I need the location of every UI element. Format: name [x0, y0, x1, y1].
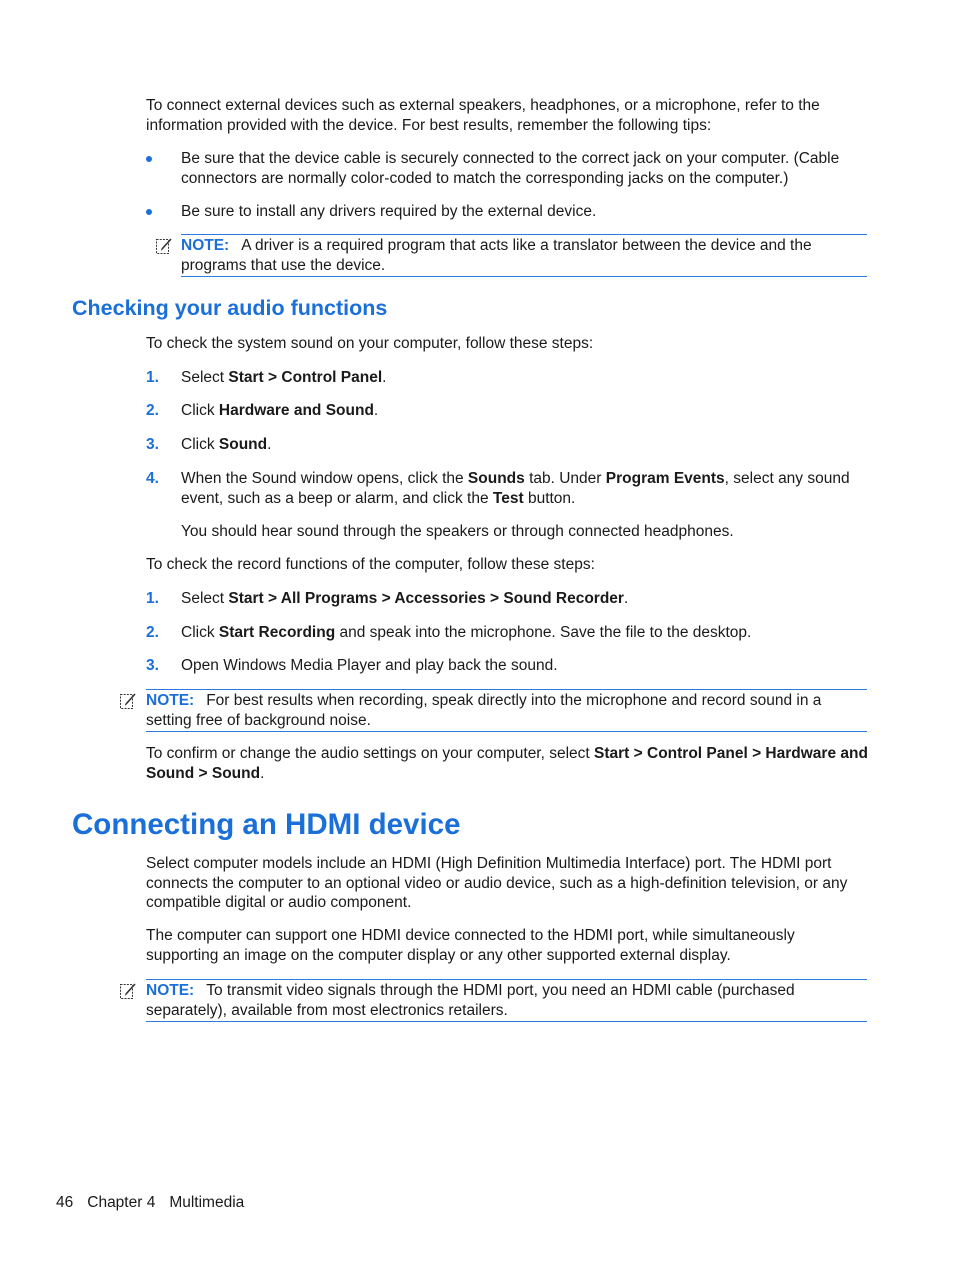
section-heading-hdmi: Connecting an HDMI device — [72, 808, 461, 841]
tip-item: Be sure that the device cable is securely connected to the correct jack on your computer. (Cable connectors are normally color-coded to match the corresponding jacks on the computer.) — [181, 150, 840, 187]
step-number: 3. — [146, 657, 159, 674]
hdmi-paragraph: Select computer models include an HDMI (High Definition Multimedia Interface) port. The HDMI port connects the computer to an optional video or audio device, such as a high-definition television, or any compatible digital or audio component. — [146, 855, 848, 911]
note-label: NOTE: — [146, 692, 195, 709]
step-item: Click Sound. — [181, 436, 272, 453]
step-number: 3. — [146, 436, 159, 453]
record-step-item: Click Start Recording and speak into the microphone. Save the file to the desktop. — [181, 624, 752, 641]
intro-paragraph: To connect external devices such as external speakers, headphones, or a microphone, refer to the information provided with the device. For best results, remember the following tips: — [146, 97, 820, 134]
note-label: NOTE: — [146, 982, 195, 999]
record-step-item: Open Windows Media Player and play back the sound. — [181, 657, 558, 674]
bullet-dot-icon — [146, 156, 152, 162]
step-number: 2. — [146, 402, 159, 419]
step-item: Click Hardware and Sound. — [181, 402, 379, 419]
note-text: For best results when recording, speak directly into the microphone and record sound in a setting free of background noise. — [146, 692, 822, 729]
page-footer — [56, 1193, 258, 1213]
confirm-paragraph: To confirm or change the audio settings on your computer, select Start > Control Panel > Hardware and Sound > Sound. — [146, 745, 868, 782]
note-text: A driver is a required program that acts like a translator between the device and the programs that use the device. — [181, 237, 812, 274]
audio-intro: To check the system sound on your computer, follow these steps: — [146, 335, 594, 352]
step-item: When the Sound window opens, click the Sounds tab. Under Program Events, select any sound event, such as a beep or alarm, and click the Test button. — [181, 470, 850, 507]
chapter-title: Multimedia — [169, 1194, 245, 1211]
note-text: To transmit video signals through the HDMI port, you need an HDMI cable (purchased separately), available from most electronics retailers. — [146, 982, 795, 1019]
note-pencil-icon — [155, 237, 173, 255]
note-pencil-icon — [119, 692, 137, 710]
recording-note — [146, 689, 867, 732]
chapter-label: Chapter 4 — [87, 1194, 156, 1211]
section-heading-audio: Checking your audio functions — [72, 296, 388, 320]
note-label: NOTE: — [181, 237, 230, 254]
step-number: 1. — [146, 590, 159, 607]
note-pencil-icon — [119, 982, 137, 1000]
page-number: 46 — [56, 1194, 74, 1211]
record-step-item: Select Start > All Programs > Accessories > Sound Recorder. — [181, 590, 629, 607]
step-number: 1. — [146, 369, 159, 386]
step-item: Select Start > Control Panel. — [181, 369, 387, 386]
hdmi-note — [146, 979, 867, 1022]
step-number: 4. — [146, 470, 159, 487]
step-number: 2. — [146, 624, 159, 641]
hdmi-paragraph: The computer can support one HDMI device connected to the HDMI port, while simultaneously supporting an image on the computer display or any other supported external display. — [146, 927, 795, 964]
tip-item: Be sure to install any drivers required by the external device. — [181, 203, 597, 220]
driver-note — [181, 234, 867, 277]
bullet-dot-icon — [146, 209, 152, 215]
step-result: You should hear sound through the speakers or through connected headphones. — [181, 523, 734, 540]
record-intro: To check the record functions of the computer, follow these steps: — [146, 556, 595, 573]
